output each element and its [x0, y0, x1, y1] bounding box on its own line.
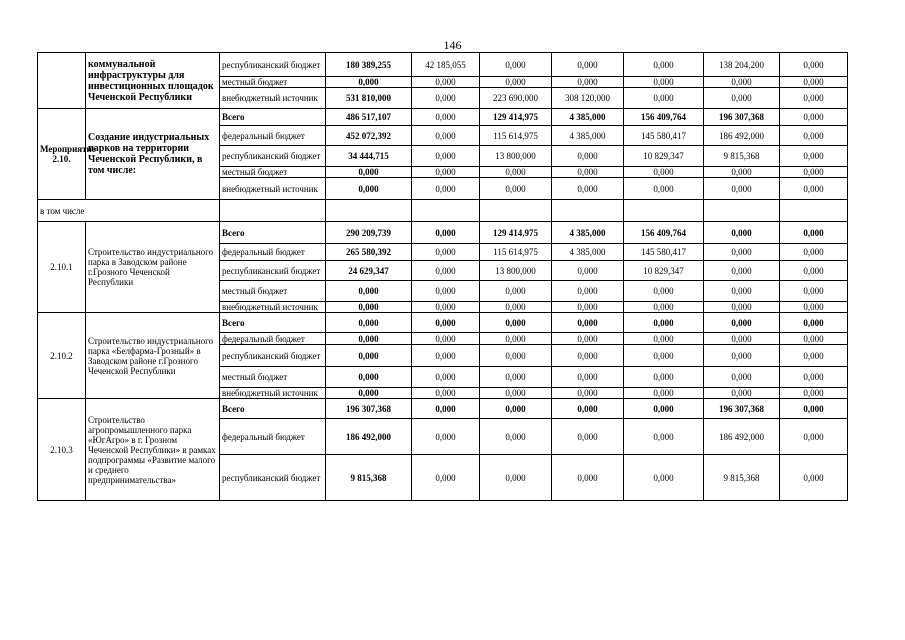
amount-cell: 0,000: [552, 146, 624, 167]
amount-cell: 0,000: [480, 313, 552, 333]
amount-cell: 452 072,392: [326, 126, 412, 146]
amount-cell: 0,000: [624, 77, 704, 88]
amount-cell: 0,000: [552, 261, 624, 281]
amount-cell: 0,000: [480, 167, 552, 178]
amount-cell: 0,000: [780, 109, 848, 126]
amount-cell: 0,000: [412, 367, 480, 388]
amount-cell: 0,000: [412, 313, 480, 333]
funding-source-cell: Всего: [220, 109, 326, 126]
amount-cell: 0,000: [704, 261, 780, 281]
funding-source-cell: внебюджетный источник: [220, 88, 326, 109]
row-code-cell: 2.10.3: [38, 399, 86, 501]
amount-cell: 0,000: [704, 345, 780, 367]
funding-source-cell: местный бюджет: [220, 167, 326, 178]
amount-cell: 10 829,347: [624, 261, 704, 281]
amount-cell: 290 209,739: [326, 222, 412, 244]
amount-cell: 0,000: [624, 313, 704, 333]
event-name-cell: Строительство индустриального парка «Белфарма-Грозный» в Заводском районе г.Грозного Чеченской Республики: [86, 313, 220, 399]
table-body: [38, 53, 848, 501]
amount-cell: 186 492,000: [704, 419, 780, 455]
amount-cell: 0,000: [480, 399, 552, 419]
amount-cell: 0,000: [624, 178, 704, 200]
amount-cell: 0,000: [552, 281, 624, 302]
funding-source-cell: внебюджетный источник: [220, 178, 326, 200]
amount-cell: 0,000: [552, 53, 624, 77]
row-code-cell: 2.10.2: [38, 313, 86, 399]
amount-cell: 0,000: [704, 281, 780, 302]
amount-cell: 24 629,347: [326, 261, 412, 281]
funding-source-cell: Всего: [220, 399, 326, 419]
amount-cell: 0,000: [704, 388, 780, 399]
amount-cell: 0,000: [780, 53, 848, 77]
amount-cell: 0,000: [624, 388, 704, 399]
subheading-cell: в том числе: [38, 200, 220, 222]
page-number: 146: [443, 38, 462, 52]
amount-cell: 0,000: [704, 333, 780, 345]
row-code-cell: Мероприятие 2.10.: [38, 109, 86, 200]
amount-cell: 0,000: [704, 88, 780, 109]
funding-source-cell: республиканский бюджет: [220, 53, 326, 77]
amount-cell: 4 385,000: [552, 244, 624, 261]
amount-cell: 10 829,347: [624, 146, 704, 167]
funding-source-cell: республиканский бюджет: [220, 261, 326, 281]
amount-cell: 0,000: [780, 222, 848, 244]
amount-cell: 0,000: [780, 77, 848, 88]
table-row: [38, 399, 848, 419]
event-name-cell: Строительство агропромышленного парка «ЮгАгро» в г. Грозном Чеченской Республики» в рамках подпрограммы «Развитие малого и среднего предпринимательства»: [86, 399, 220, 501]
amount-cell: 180 389,255: [326, 53, 412, 77]
amount-cell: 0,000: [704, 167, 780, 178]
funding-source-cell: Всего: [220, 313, 326, 333]
amount-cell: 0,000: [326, 302, 412, 313]
amount-cell: 0,000: [780, 167, 848, 178]
amount-cell: 0,000: [624, 367, 704, 388]
amount-cell: 0,000: [552, 178, 624, 200]
amount-cell: 0,000: [552, 333, 624, 345]
amount-cell: 0,000: [780, 313, 848, 333]
amount-cell: 0,000: [624, 455, 704, 501]
amount-cell: 0,000: [780, 333, 848, 345]
amount-cell: 9 815,368: [326, 455, 412, 501]
amount-cell: 0,000: [480, 455, 552, 501]
funding-source-cell: внебюджетный источник: [220, 302, 326, 313]
event-name-cell: Создание индустриальных парков на территории Чеченской Республики, в том числе:: [86, 109, 220, 200]
amount-cell: 115 614,975: [480, 244, 552, 261]
amount-cell: 145 580,417: [624, 244, 704, 261]
funding-source-cell: республиканский бюджет: [220, 345, 326, 367]
amount-cell: 196 307,368: [704, 109, 780, 126]
amount-cell: 0,000: [480, 333, 552, 345]
amount-cell: 0,000: [624, 399, 704, 419]
amount-cell: 531 810,000: [326, 88, 412, 109]
amount-cell: 0,000: [326, 281, 412, 302]
event-name-cell: коммунальной инфраструктуры для инвестиционных площадок Чеченской Республики: [86, 53, 220, 109]
amount-cell: 0,000: [624, 345, 704, 367]
amount-cell: 34 444,715: [326, 146, 412, 167]
amount-cell: 9 815,368: [704, 146, 780, 167]
empty-cell: [220, 200, 326, 222]
empty-cell: [412, 200, 480, 222]
amount-cell: 0,000: [480, 302, 552, 313]
amount-cell: 9 815,368: [704, 455, 780, 501]
amount-cell: 0,000: [552, 302, 624, 313]
amount-cell: 0,000: [326, 178, 412, 200]
amount-cell: 138 204,200: [704, 53, 780, 77]
amount-cell: 4 385,000: [552, 109, 624, 126]
amount-cell: 0,000: [552, 399, 624, 419]
amount-cell: 0,000: [780, 345, 848, 367]
amount-cell: 0,000: [326, 313, 412, 333]
amount-cell: 0,000: [624, 53, 704, 77]
amount-cell: 0,000: [326, 367, 412, 388]
amount-cell: 0,000: [780, 126, 848, 146]
amount-cell: 0,000: [412, 178, 480, 200]
amount-cell: 0,000: [326, 167, 412, 178]
funding-source-cell: местный бюджет: [220, 281, 326, 302]
amount-cell: 0,000: [480, 77, 552, 88]
row-code-cell: [38, 53, 86, 109]
amount-cell: 0,000: [704, 178, 780, 200]
amount-cell: 0,000: [412, 388, 480, 399]
amount-cell: 0,000: [326, 345, 412, 367]
amount-cell: 13 800,000: [480, 261, 552, 281]
amount-cell: 129 414,975: [480, 222, 552, 244]
amount-cell: 0,000: [480, 53, 552, 77]
amount-cell: 156 409,764: [624, 222, 704, 244]
amount-cell: 0,000: [704, 222, 780, 244]
amount-cell: 0,000: [412, 345, 480, 367]
row-code-cell: 2.10.1: [38, 222, 86, 313]
funding-source-cell: Всего: [220, 222, 326, 244]
amount-cell: 486 517,107: [326, 109, 412, 126]
amount-cell: 0,000: [480, 178, 552, 200]
amount-cell: 0,000: [624, 302, 704, 313]
amount-cell: 0,000: [552, 167, 624, 178]
amount-cell: 0,000: [412, 281, 480, 302]
budget-table: [37, 52, 848, 501]
funding-source-cell: внебюджетный источник: [220, 388, 326, 399]
amount-cell: 0,000: [326, 77, 412, 88]
amount-cell: 0,000: [480, 345, 552, 367]
amount-cell: 13 800,000: [480, 146, 552, 167]
amount-cell: 0,000: [780, 302, 848, 313]
amount-cell: 0,000: [780, 419, 848, 455]
table-row: [38, 222, 848, 244]
amount-cell: 0,000: [780, 146, 848, 167]
empty-cell: [326, 200, 412, 222]
amount-cell: 0,000: [552, 419, 624, 455]
amount-cell: 0,000: [780, 281, 848, 302]
amount-cell: 186 492,000: [326, 419, 412, 455]
amount-cell: 0,000: [412, 126, 480, 146]
amount-cell: 0,000: [780, 455, 848, 501]
amount-cell: 0,000: [704, 367, 780, 388]
amount-cell: 265 580,392: [326, 244, 412, 261]
amount-cell: 0,000: [704, 77, 780, 88]
amount-cell: 4 385,000: [552, 222, 624, 244]
amount-cell: 145 580,417: [624, 126, 704, 146]
amount-cell: 0,000: [624, 281, 704, 302]
amount-cell: 0,000: [412, 222, 480, 244]
amount-cell: 0,000: [780, 388, 848, 399]
funding-source-cell: федеральный бюджет: [220, 126, 326, 146]
amount-cell: 0,000: [552, 77, 624, 88]
amount-cell: 223 690,000: [480, 88, 552, 109]
amount-cell: 42 185,055: [412, 53, 480, 77]
amount-cell: 0,000: [704, 244, 780, 261]
amount-cell: 0,000: [780, 261, 848, 281]
amount-cell: 0,000: [412, 146, 480, 167]
amount-cell: 196 307,368: [704, 399, 780, 419]
amount-cell: 0,000: [704, 302, 780, 313]
amount-cell: 0,000: [780, 367, 848, 388]
amount-cell: 0,000: [624, 333, 704, 345]
funding-source-cell: республиканский бюджет: [220, 146, 326, 167]
amount-cell: 0,000: [326, 388, 412, 399]
amount-cell: 0,000: [624, 88, 704, 109]
amount-cell: 0,000: [552, 313, 624, 333]
amount-cell: 0,000: [552, 345, 624, 367]
amount-cell: 129 414,975: [480, 109, 552, 126]
funding-source-cell: местный бюджет: [220, 77, 326, 88]
amount-cell: 0,000: [412, 261, 480, 281]
table-row: [38, 200, 848, 222]
empty-cell: [704, 200, 780, 222]
empty-cell: [780, 200, 848, 222]
amount-cell: 4 385,000: [552, 126, 624, 146]
funding-source-cell: республиканский бюджет: [220, 455, 326, 501]
amount-cell: 0,000: [412, 399, 480, 419]
funding-source-cell: федеральный бюджет: [220, 333, 326, 345]
amount-cell: 0,000: [780, 244, 848, 261]
amount-cell: 0,000: [412, 109, 480, 126]
amount-cell: 196 307,368: [326, 399, 412, 419]
table-row: [38, 109, 848, 126]
amount-cell: 0,000: [480, 388, 552, 399]
empty-cell: [624, 200, 704, 222]
table-row: [38, 53, 848, 77]
amount-cell: 308 120,000: [552, 88, 624, 109]
amount-cell: 0,000: [326, 333, 412, 345]
amount-cell: 0,000: [412, 167, 480, 178]
amount-cell: 0,000: [480, 281, 552, 302]
empty-cell: [552, 200, 624, 222]
amount-cell: 186 492,000: [704, 126, 780, 146]
amount-cell: 0,000: [624, 167, 704, 178]
amount-cell: 0,000: [704, 313, 780, 333]
amount-cell: 0,000: [780, 178, 848, 200]
funding-source-cell: федеральный бюджет: [220, 244, 326, 261]
empty-cell: [480, 200, 552, 222]
amount-cell: 0,000: [412, 455, 480, 501]
amount-cell: 0,000: [780, 88, 848, 109]
amount-cell: 0,000: [412, 77, 480, 88]
amount-cell: 0,000: [480, 367, 552, 388]
amount-cell: 0,000: [552, 455, 624, 501]
amount-cell: 0,000: [780, 399, 848, 419]
amount-cell: 0,000: [412, 419, 480, 455]
amount-cell: 0,000: [480, 419, 552, 455]
amount-cell: 115 614,975: [480, 126, 552, 146]
amount-cell: 0,000: [412, 333, 480, 345]
amount-cell: 0,000: [412, 88, 480, 109]
amount-cell: 0,000: [412, 302, 480, 313]
funding-source-cell: федеральный бюджет: [220, 419, 326, 455]
amount-cell: 0,000: [412, 244, 480, 261]
funding-source-cell: местный бюджет: [220, 367, 326, 388]
amount-cell: 0,000: [552, 367, 624, 388]
amount-cell: 156 409,764: [624, 109, 704, 126]
table-row: [38, 313, 848, 333]
amount-cell: 0,000: [624, 419, 704, 455]
event-name-cell: Строительство индустриального парка в Заводском районе г.Грозного Чеченской Республики: [86, 222, 220, 313]
amount-cell: 0,000: [552, 388, 624, 399]
